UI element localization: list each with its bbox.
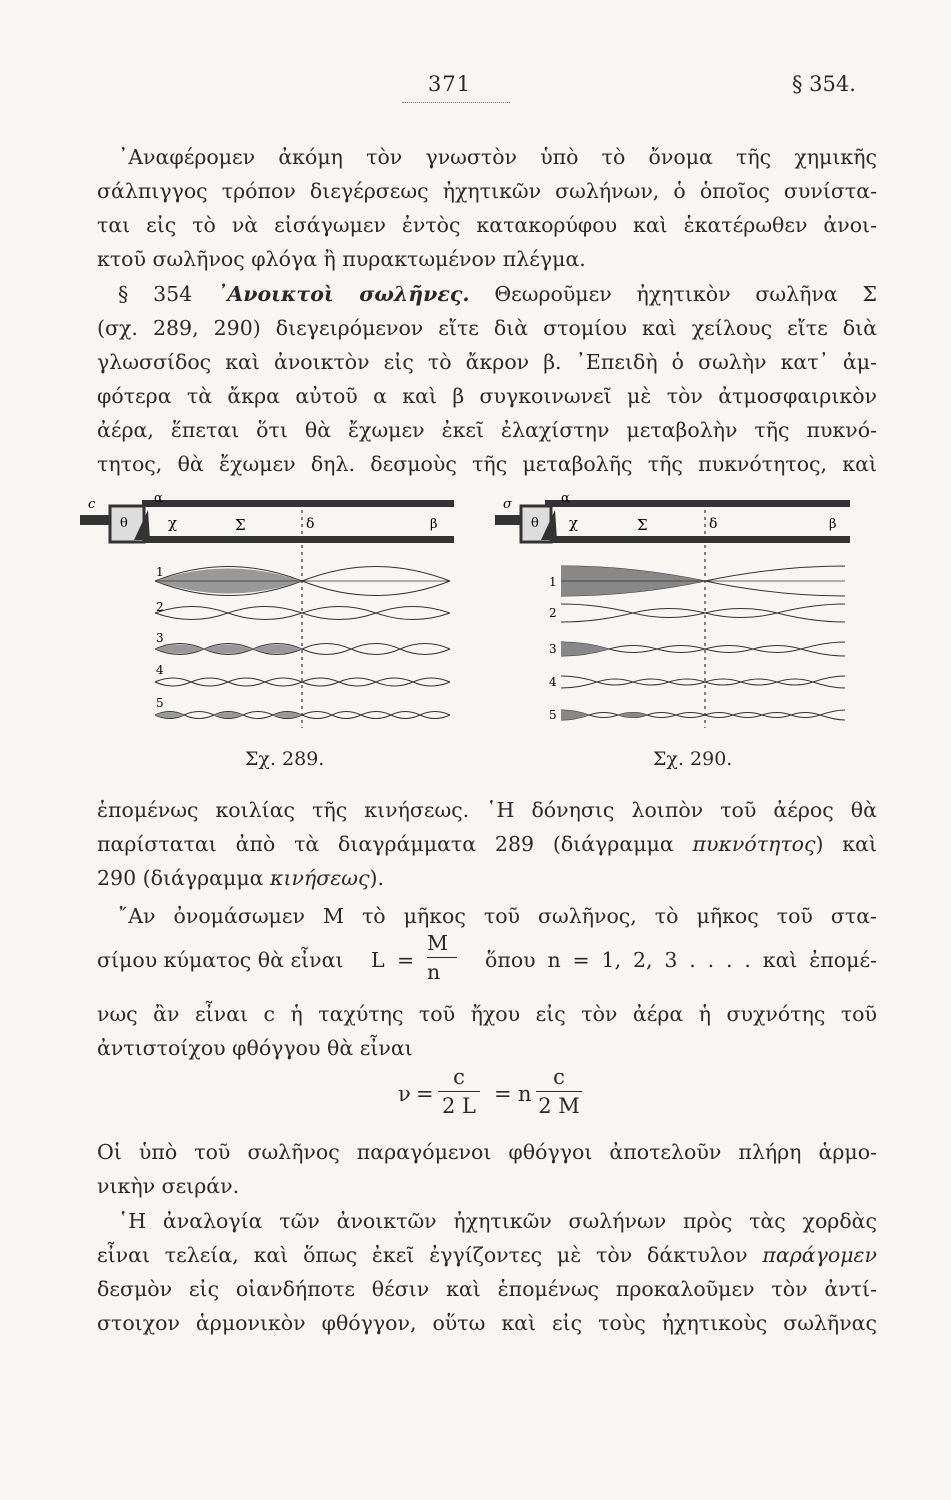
wave-lower bbox=[155, 712, 450, 719]
text-line: νικὴν σειράν. bbox=[97, 1174, 240, 1198]
numerator: M bbox=[427, 931, 448, 955]
text-run: εἶναι τελεία, καὶ ὅπως ἐκεῖ ἐγγίζοντες μὲ τὸν δάκτυλον bbox=[97, 1243, 748, 1267]
text-line-with-fraction bbox=[97, 930, 877, 990]
formula-equals: = bbox=[397, 948, 415, 972]
fraction-M-over-n bbox=[427, 930, 457, 985]
label-theta: θ bbox=[120, 516, 128, 531]
label-sigma: Σ bbox=[235, 516, 246, 534]
text-line bbox=[97, 830, 877, 858]
text-run: Θεωροῦμεν ἠχητικὸν σωλῆνα Σ bbox=[494, 282, 877, 306]
fraction-bar bbox=[427, 957, 457, 958]
row-label: 4 bbox=[156, 663, 164, 677]
denominator: 2 L bbox=[442, 1094, 476, 1118]
text-line: ᾽Αναφέρομεν ἀκόμη τὸν γνωστὸν ὑπὸ τὸ ὄνομα τῆς χημικῆς bbox=[118, 145, 877, 169]
text-run: ὅπου n = 1, 2, 3 . . . . καὶ ἐπομέ- bbox=[485, 948, 877, 972]
text-line: γλωσσίδος καὶ ἀνοικτὸν εἰς τὸ ἄκρον β. ᾽Επειδὴ ὁ σωλὴν κατ᾽ ἀμ- bbox=[97, 350, 877, 374]
row-label: 3 bbox=[156, 631, 164, 645]
row-label: 2 bbox=[549, 606, 557, 620]
fraction-c-over-2M bbox=[536, 1064, 582, 1119]
shaded-lobes bbox=[561, 710, 647, 720]
harmonic-rows bbox=[549, 566, 845, 722]
fraction-bar bbox=[438, 1091, 480, 1092]
frequency-formula bbox=[398, 1064, 598, 1128]
text-run-italic: παράγομεν bbox=[762, 1243, 877, 1267]
formula-nu: ν bbox=[398, 1082, 411, 1106]
label-delta: δ bbox=[709, 516, 718, 532]
text-line: ἀντιστοίχου φθόγγου θὰ εἶναι bbox=[97, 1036, 413, 1060]
text-line: ἀέρα, ἕπεται ὅτι θὰ ἔχωμεν ἐκεῖ ἐλαχίστην μεταβολὴν τῆς πυκνό- bbox=[97, 418, 877, 442]
section-number: § 354 bbox=[118, 282, 193, 306]
text-line: ται εἰς τὸ νὰ εἰσάγωμεν ἐντὸς κατακορύφου καὶ ἑκατέρωθεν ἀνοι- bbox=[97, 213, 877, 237]
shaded-lobe bbox=[561, 642, 609, 656]
row-label: 5 bbox=[549, 708, 557, 722]
tube-top-wall bbox=[545, 500, 850, 507]
running-header bbox=[0, 72, 951, 112]
text-line bbox=[97, 1241, 877, 1269]
shaded-lobes bbox=[155, 712, 302, 718]
figure-290-caption: Σχ. 290. bbox=[653, 748, 733, 770]
text-run: ). bbox=[369, 866, 384, 890]
text-line: κτοῦ σωλῆνος φλόγα ἢ πυρακτωμένον πλέγμα. bbox=[97, 247, 586, 271]
label-beta: β bbox=[829, 517, 837, 532]
row-label: 2 bbox=[156, 600, 164, 614]
label-c: σ bbox=[503, 497, 512, 512]
text-line: φότερα τὰ ἄκρα αὐτοῦ α καὶ β συγκοινωνεῖ μὲ τὸν ἀτμοσφαιρικὸν bbox=[97, 384, 877, 408]
label-alpha: α bbox=[154, 492, 163, 506]
text-line: τητος, θὰ ἔχωμεν δηλ. δεσμοὺς τῆς μεταβολῆς τῆς πυκνότητος, καὶ bbox=[97, 452, 877, 476]
text-line: ῎Αν ὀνομάσωμεν Μ τὸ μῆκος τοῦ σωλῆνος, τὸ μῆκος τοῦ στα- bbox=[118, 904, 877, 928]
label-delta: δ bbox=[306, 516, 315, 532]
text-line: δεσμὸν εἰς οἱανδήποτε θέσιν καὶ ἑπομένως προκαλοῦμεν τὸν ἀντί- bbox=[97, 1277, 877, 1301]
text-run-italic: πυκνότητος bbox=[692, 832, 816, 856]
text-line: ῾Η ἀναλογία τῶν ἀνοικτῶν ἠχητικῶν σωλήνων πρὸς τὰς χορδὰς bbox=[118, 1209, 877, 1233]
section-marker: § 354. bbox=[792, 72, 856, 96]
text-line: ἑπομένως κοιλίας τῆς κινήσεως. ῾Η δόνησις λοιπὸν τοῦ ἀέρος θὰ bbox=[97, 798, 877, 822]
text-line: Οἱ ὑπὸ τοῦ σωλῆνος παραγόμενοι φθόγγοι ἀποτελοῦν πλήρη ἁρμο- bbox=[97, 1140, 877, 1164]
wave-envelope bbox=[561, 604, 845, 622]
text-line: σάλπιγγος τρόπον διεγέρσεως ἠχητικῶν σωλήνων, ὁ ὁποῖος συνίστα- bbox=[97, 179, 877, 203]
denominator: 2 M bbox=[538, 1094, 580, 1118]
numerator: c bbox=[453, 1065, 465, 1089]
text-line: νως ἂν εἶναι c ἡ ταχύτης τοῦ ἤχου εἰς τὸν ἀέρα ἡ συχνότης τοῦ bbox=[97, 1002, 877, 1026]
row-label: 1 bbox=[549, 575, 557, 589]
text-run-italic: κινήσεως bbox=[270, 866, 370, 890]
figure-289-caption: Σχ. 289. bbox=[245, 748, 325, 770]
label-beta: β bbox=[430, 517, 438, 532]
numerator: c bbox=[553, 1065, 565, 1089]
shaded-lobes bbox=[155, 645, 302, 654]
tube-bottom-wall bbox=[142, 536, 454, 543]
label-sigma: Σ bbox=[637, 516, 648, 534]
label-alpha: α bbox=[561, 492, 570, 506]
wave-envelope bbox=[561, 710, 845, 720]
text-run: παρίσταται ἀπὸ τὰ διαγράμματα 289 (διάγραμμα bbox=[97, 832, 674, 856]
text-run: σίμου κύματος θὰ εἶναι bbox=[97, 948, 344, 972]
row-label: 5 bbox=[156, 696, 164, 710]
tube-top-wall bbox=[142, 500, 454, 507]
text-line: (σχ. 289, 290) διεγειρόμενον εἴτε διὰ στομίου καὶ χείλους εἴτε διὰ bbox=[97, 316, 877, 340]
row-label: 4 bbox=[549, 675, 557, 689]
fraction-bar bbox=[536, 1091, 582, 1092]
formula-n: n bbox=[518, 1082, 532, 1106]
wave-envelope bbox=[561, 676, 845, 688]
section-heading-line bbox=[118, 280, 877, 308]
text-run: 290 (διάγραμμα bbox=[97, 866, 264, 890]
label-chi: χ bbox=[168, 514, 178, 532]
formula-equals: = bbox=[494, 1082, 512, 1106]
formula-L: L bbox=[371, 948, 385, 972]
row-label: 3 bbox=[549, 642, 557, 656]
formula-equals: = bbox=[416, 1082, 434, 1106]
header-rule bbox=[402, 102, 510, 103]
fraction-c-over-2L bbox=[438, 1064, 480, 1119]
tube-bottom-wall bbox=[545, 536, 850, 543]
label-chi: χ bbox=[569, 514, 579, 532]
label-c: c bbox=[88, 497, 96, 512]
label-theta: θ bbox=[531, 516, 539, 531]
figure-289-density-diagram bbox=[80, 492, 460, 742]
denominator: n bbox=[427, 960, 441, 984]
text-line bbox=[97, 864, 877, 892]
page-number: 371 bbox=[428, 72, 472, 96]
section-heading: ᾽Ανοικτοὶ σωλῆνες. bbox=[217, 282, 470, 306]
text-line: στοιχον ἁρμονικὸν φθόγγον, οὕτω καὶ εἰς τοὺς ἠχητικοὺς σωλῆνας bbox=[97, 1311, 877, 1335]
text-run: ) καὶ bbox=[815, 832, 877, 856]
figure-290-motion-diagram bbox=[495, 492, 855, 742]
row-label: 1 bbox=[156, 565, 164, 579]
